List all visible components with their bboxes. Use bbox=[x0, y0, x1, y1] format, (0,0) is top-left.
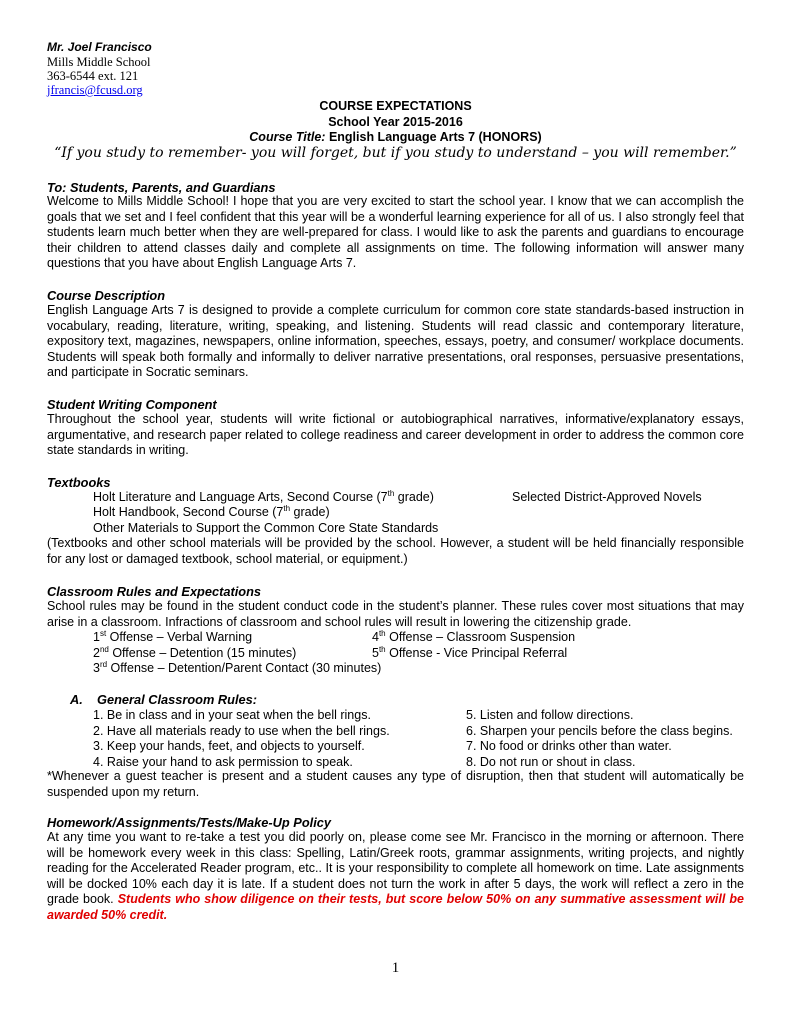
rule-8: 8. Do not run or shout in class. bbox=[466, 755, 636, 769]
homework-emphasis: Students who show diligence on their tests, but score below 50% on any summative assessment will be awarded 50% credit. bbox=[47, 892, 744, 922]
rule-3: 3. Keep your hands, feet, and objects to yourself. bbox=[93, 739, 365, 753]
offense-2: 2nd Offense – Detention (15 minutes) bbox=[93, 644, 297, 660]
welcome-paragraph: Welcome to Mills Middle School! I hope that you are very excited to start the school year. I know that we can accomplish the goals that we set and I feel confident that this year will be a wonderful learning experience for all of us. I also strongly feel that students learn much better when they are well-prepared for class. I would like to ask the parents and guardians to encourage their children to attend classes daily and complete all assignments on time. The following information will answer many questions that you have about English Language Arts 7. bbox=[47, 194, 744, 271]
document-title: COURSE EXPECTATIONS bbox=[319, 99, 472, 113]
textbooks-note: (Textbooks and other school materials will be provided by the school. However, a student will be held financially responsible for any lost or damaged textbook, school material, or equipment.) bbox=[47, 536, 744, 566]
to-heading: To: Students, Parents, and Guardians bbox=[47, 180, 276, 195]
rule-2: 2. Have all materials ready to use when the bell rings. bbox=[93, 724, 390, 738]
textbook-holt-handbook: Holt Handbook, Second Course (7th grade) bbox=[93, 503, 330, 519]
course-title-label: Course Title: bbox=[249, 130, 326, 144]
writing-heading: Student Writing Component bbox=[47, 397, 217, 412]
course-description-heading: Course Description bbox=[47, 288, 166, 303]
course-title bbox=[0, 130, 791, 144]
textbooks-heading: Textbooks bbox=[47, 475, 111, 490]
rules-heading: Classroom Rules and Expectations bbox=[47, 584, 262, 599]
homework-heading: Homework/Assignments/Tests/Make-Up Policy bbox=[47, 815, 331, 830]
teacher-name: Mr. Joel Francisco bbox=[47, 40, 152, 54]
homework-body: At any time you want to re-take a test you did poorly on, please come see Mr. Francisco in the morning or afternoon. There will be homework every week in this class: Spelling, Latin/Greek roots, grammar assignments, writing projects, and nightly reading for the Accelerated Reader program, etc.. It is your responsibility to complete all homework on time. Late assignments will be docked 10% each day it is late. If a student does not turn the work in after 5 days, the work will reflect a zero in the grade book. bbox=[47, 830, 744, 907]
offense-3: 3rd Offense – Detention/Parent Contact (30 minutes) bbox=[93, 659, 382, 675]
email-link[interactable]: jfrancis@fcusd.org bbox=[47, 83, 143, 97]
offense-4: 4th Offense – Classroom Suspension bbox=[372, 628, 576, 644]
rule-1: 1. Be in class and in your seat when the bell rings. bbox=[93, 708, 371, 722]
textbook-holt-literature: Holt Literature and Language Arts, Second Course (7th grade) bbox=[93, 488, 434, 504]
phone-number: 363-6544 ext. 121 bbox=[47, 69, 139, 83]
offense-5: 5th Offense - Vice Principal Referral bbox=[372, 644, 568, 660]
rules-paragraph: School rules may be found in the student conduct code in the student’s planner. These rules cover most situations that may arise in a classroom. Infractions of classroom and school rules will result in lowering the citizenship grade. bbox=[47, 599, 744, 629]
guest-teacher-note: *Whenever a guest teacher is present and a student causes any type of disruption, then that student will automatically be suspended upon my return. bbox=[47, 769, 744, 799]
offense-1: 1st Offense – Verbal Warning bbox=[93, 628, 253, 644]
motto-quote: “If you study to remember- you will forget, but if you study to understand – you will remember.” bbox=[54, 145, 737, 161]
rule-4: 4. Raise your hand to ask permission to speak. bbox=[93, 755, 353, 769]
general-rules-heading: General Classroom Rules: bbox=[97, 692, 258, 707]
general-rules-label: A. bbox=[70, 692, 83, 707]
rule-7: 7. No food or drinks other than water. bbox=[466, 739, 672, 753]
writing-paragraph: Throughout the school year, students will write fictional or autobiographical narratives, informative/explanatory essays, argumentative, and research paper related to college readiness and career development in order to address the common core state standards in writing. bbox=[47, 412, 744, 458]
school-year: School Year 2015-2016 bbox=[328, 115, 463, 129]
school-name: Mills Middle School bbox=[47, 55, 151, 69]
homework-paragraph bbox=[47, 830, 744, 924]
textbook-novels: Selected District-Approved Novels bbox=[512, 490, 702, 504]
page-number: 1 bbox=[391, 960, 400, 976]
course-description-paragraph: English Language Arts 7 is designed to provide a complete curriculum for common core state standards-based instruction in vocabulary, reading, literature, writing, speaking, and listening. Students will read classic and contemporary literature, expository text, magazines, newspapers, online information, speeches, essays, poetry, and consumer/ workplace documents. Students will speak both formally and informally to deliver narrative presentations, oral responses, persuasive presentations, and participate in Socratic seminars. bbox=[47, 303, 744, 380]
course-title-name: English Language Arts 7 (HONORS) bbox=[328, 130, 542, 144]
rule-5: 5. Listen and follow directions. bbox=[466, 708, 634, 722]
textbook-other-materials: Other Materials to Support the Common Core State Standards bbox=[93, 521, 439, 535]
rule-6: 6. Sharpen your pencils before the class begins. bbox=[466, 724, 733, 738]
